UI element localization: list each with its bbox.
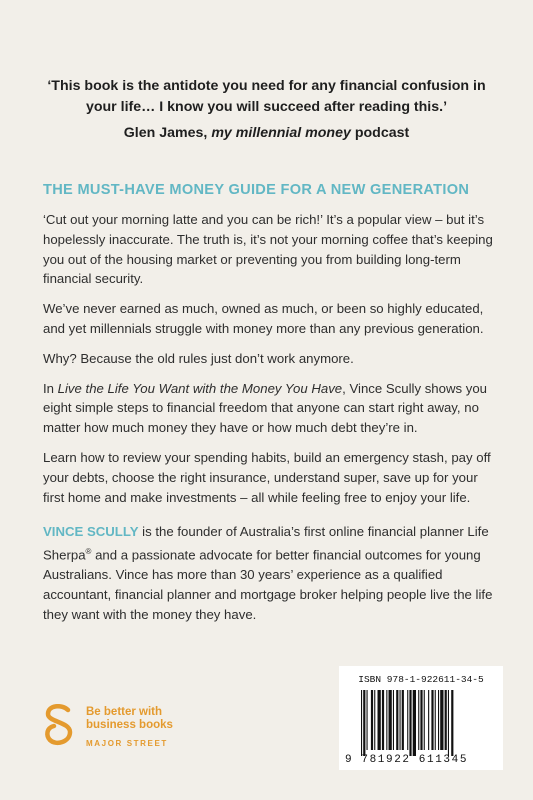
barcode-bar bbox=[400, 690, 401, 750]
barcode-bar bbox=[418, 690, 419, 750]
barcode-bar bbox=[386, 690, 387, 750]
blurb-paragraph-4 bbox=[43, 379, 498, 438]
bio-text-2: and a passionate advocate for better financial outcomes for young Australians. Vince has more than 30 years’ experience as a qualified accountant, financial planner and mortgage broker helping people live the life they want with the money they have. bbox=[43, 547, 493, 622]
bio-text-1: is the founder of Australia’s first online financial planner Life Sherpa bbox=[43, 524, 489, 563]
endorser-name: Glen James, bbox=[123, 125, 208, 141]
barcode-bar bbox=[374, 690, 375, 750]
barcode-bar bbox=[413, 690, 416, 756]
barcode-bar bbox=[409, 690, 411, 756]
barcode-bar bbox=[440, 690, 443, 750]
barcode-bar bbox=[382, 690, 384, 750]
publisher-tagline bbox=[86, 706, 173, 732]
barcode-bar bbox=[451, 690, 453, 756]
publisher-imprint: MAJOR STREET bbox=[86, 739, 168, 748]
barcode-bar bbox=[435, 690, 436, 750]
barcode-bar bbox=[371, 690, 373, 750]
barcode-bar bbox=[431, 690, 433, 750]
barcode-bar bbox=[396, 690, 398, 750]
blurb-paragraph-1: ‘Cut out your morning latte and you can be rich!’ It’s a popular view – but it’s hopelessly inaccurate. The truth is, it’s not your morning coffee that’s keeping you out of the housing market or preventing you from building long-term financial security. bbox=[43, 212, 493, 287]
endorser-source-suffix: podcast bbox=[354, 125, 410, 141]
barcode-bar bbox=[389, 690, 392, 750]
endorsement-attribution bbox=[40, 125, 493, 141]
blurb-paragraph-5: Learn how to review your spending habits, build an emergency stash, pay off your debts, choose the right insurance, understand super, save up for your first home and make investments – all while feeling free to enjoy your life. bbox=[43, 449, 491, 505]
barcode-bars bbox=[361, 690, 483, 756]
barcode-bar bbox=[402, 690, 404, 750]
barcode-bar bbox=[420, 690, 422, 750]
blurb-paragraph-2: We’ve never earned as much, owned as much, or been so highly educated, and yet millennials struggle with money more than any previous generation. bbox=[43, 301, 484, 336]
blurb-body bbox=[43, 210, 498, 517]
barcode-bar bbox=[378, 690, 381, 750]
barcode-bar bbox=[438, 690, 439, 750]
isbn-barcode bbox=[339, 666, 503, 770]
author-name: VINCE SCULLY bbox=[43, 524, 139, 539]
book-title: Live the Life You Want with the Money You Have bbox=[57, 380, 343, 396]
barcode-bar bbox=[407, 690, 408, 750]
endorsement-quote: ‘This book is the antidote you need for any financial confusion in your life… I know you will succeed after reading this.’ bbox=[47, 78, 486, 115]
tagline-line-1: Be better with bbox=[86, 706, 163, 718]
barcode-bar bbox=[361, 690, 362, 756]
author-bio bbox=[43, 522, 498, 624]
headline: THE MUST-HAVE MONEY GUIDE FOR A NEW GENERATION bbox=[43, 182, 470, 198]
publisher-block bbox=[42, 704, 212, 752]
barcode-bar bbox=[428, 690, 429, 750]
barcode-digits: 9 781922 611345 bbox=[345, 754, 469, 766]
tagline-line-2: business books bbox=[86, 719, 173, 731]
barcode-bar bbox=[367, 690, 368, 750]
isbn-label: ISBN 978-1-922611-34-5 bbox=[358, 674, 484, 685]
endorser-source: my millennial money bbox=[211, 125, 351, 141]
barcode-bar bbox=[448, 690, 449, 756]
blurb-paragraph-3: Why? Because the old rules just don’t work anymore. bbox=[43, 350, 354, 366]
barcode-bar bbox=[393, 690, 394, 750]
p4-rest: , Vince Scully shows you eight simple steps to financial freedom that anyone can start right away, no matter how much money they have or how much debt they’re in. bbox=[43, 380, 488, 436]
barcode-bar bbox=[424, 690, 425, 750]
registered-mark: ® bbox=[85, 546, 92, 556]
p4-prefix: In bbox=[43, 380, 54, 396]
barcode-bar bbox=[445, 690, 447, 750]
publisher-logo-icon bbox=[42, 704, 76, 750]
barcode-bar bbox=[363, 690, 365, 756]
